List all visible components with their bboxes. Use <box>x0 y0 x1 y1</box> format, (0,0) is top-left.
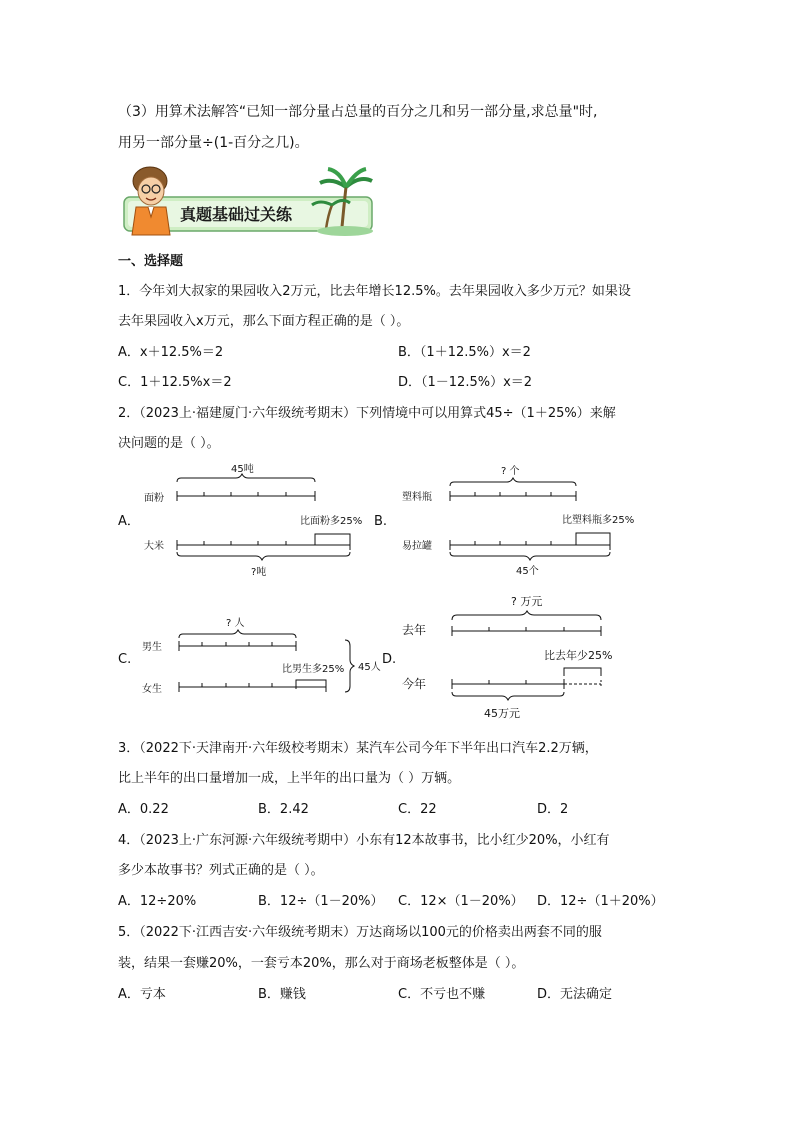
q1-stem-line-1: 1．今年刘大叔家的果园收入2万元，比去年增长12.5%。去年果园收入多少万元？如果设 <box>118 284 631 299</box>
q2b-bottom-label: 45个 <box>516 566 539 577</box>
q2d-row1-label: 去年 <box>402 623 427 637</box>
q2-option-d-diagram[interactable] <box>400 592 660 722</box>
q5-option-b[interactable]: B．赚钱 <box>258 987 306 1002</box>
q5-option-d[interactable]: D．无法确定 <box>537 987 613 1002</box>
intro-line-2: 用另一部分量÷(1-百分之几)。 <box>118 135 309 151</box>
q2d-row2-label: 今年 <box>402 677 427 691</box>
q2d-top-label: ? 万元 <box>511 595 543 608</box>
q2-stem-line-1: 2．（2023上·福建厦门·六年级统考期末）下列情境中可以用算式45÷（1＋25%）来解 <box>118 406 616 421</box>
q2-stem-line-2: 决问题的是（ ）。 <box>118 436 220 451</box>
q3-option-a[interactable]: A．0.22 <box>118 802 169 817</box>
q4-stem-line-1: 4．（2023上·广东河源·六年级统考期中）小东有12本故事书，比小红少20%，小红有 <box>118 833 610 848</box>
section-title: 一、选择题 <box>118 254 184 269</box>
intro-line-1: （3）用算术法解答“已知一部分量占总量的百分之几和另一部分量,求总量"时, <box>118 104 598 120</box>
q4-stem-line-2: 多少本故事书？列式正确的是（ ）。 <box>118 863 324 878</box>
q2a-row1-label: 面粉 <box>144 493 164 504</box>
q1-option-b[interactable]: B．（1＋12.5%）x＝2 <box>398 345 531 360</box>
q2-option-a-diagram[interactable] <box>140 458 380 580</box>
q1-option-a[interactable]: A．x＋12.5%＝2 <box>118 345 224 360</box>
q2c-extra-label: 比男生多25% <box>282 664 345 675</box>
q2-option-c-diagram[interactable] <box>140 614 390 698</box>
q2-option-b-letter[interactable]: B. <box>374 514 388 529</box>
q2a-row2-label: 大米 <box>144 541 164 552</box>
banner-illustration <box>120 165 375 240</box>
q4-option-b[interactable]: B．12÷（1－20%） <box>258 894 384 909</box>
q2d-bottom-label: 45万元 <box>484 707 520 720</box>
q2-option-b-diagram[interactable] <box>400 458 660 580</box>
q5-option-c[interactable]: C．不亏也不赚 <box>398 987 486 1002</box>
q2b-extra-label: 比塑料瓶多25% <box>562 515 635 526</box>
q2b-top-label: ? 个 <box>501 466 520 477</box>
q3-option-b[interactable]: B．2.42 <box>258 802 309 817</box>
q2-option-a-letter[interactable]: A． <box>118 514 140 529</box>
q2a-bottom-label: ?吨 <box>251 567 267 578</box>
q5-stem-line-2: 装，结果一套赚20%，一套亏本20%，那么对于商场老板整体是（ ）。 <box>118 956 525 971</box>
q5-option-a[interactable]: A．亏本 <box>118 987 166 1002</box>
q2c-total-label: 45人 <box>358 662 381 673</box>
q3-option-d[interactable]: D．2 <box>537 802 569 817</box>
q2a-top-label: 45吨 <box>231 464 254 475</box>
q1-option-c[interactable]: C．1＋12.5%x＝2 <box>118 375 232 390</box>
q4-option-d[interactable]: D．12÷（1＋20%） <box>537 894 664 909</box>
q2b-row1-label: 塑料瓶 <box>402 492 432 503</box>
q1-stem-line-2: 去年果园收入x万元，那么下面方程正确的是（ ）。 <box>118 314 410 329</box>
q2b-row2-label: 易拉罐 <box>402 541 432 552</box>
q2-option-d-letter[interactable]: D. <box>382 652 397 667</box>
q3-stem-line-2: 比上半年的出口量增加一成，上半年的出口量为（ ）万辆。 <box>118 771 461 786</box>
q3-stem-line-1: 3．（2022下·天津南开·六年级校考期末）某汽车公司今年下半年出口汽车2.2万辆， <box>118 741 598 756</box>
q3-option-c[interactable]: C．22 <box>398 802 437 817</box>
q2c-row2-label: 女生 <box>142 684 162 695</box>
banner-title: 真题基础过关练 <box>180 205 293 224</box>
section-banner <box>120 165 375 240</box>
q2d-extra-label: 比去年少25% <box>544 649 613 662</box>
q2c-row1-label: 男生 <box>142 642 162 653</box>
q4-option-c[interactable]: C．12×（1－20%） <box>398 894 524 909</box>
q2c-top-label: ? 人 <box>226 618 245 629</box>
q4-option-a[interactable]: A．12÷20% <box>118 894 197 909</box>
q5-stem-line-1: 5．（2022下·江西吉安·六年级统考期末）万达商场以100元的价格卖出两套不同的服 <box>118 925 602 940</box>
q2a-extra-label: 比面粉多25% <box>300 516 363 527</box>
q1-option-d[interactable]: D．（1－12.5%）x＝2 <box>398 375 533 390</box>
q2-option-c-letter[interactable]: C. <box>118 652 132 667</box>
